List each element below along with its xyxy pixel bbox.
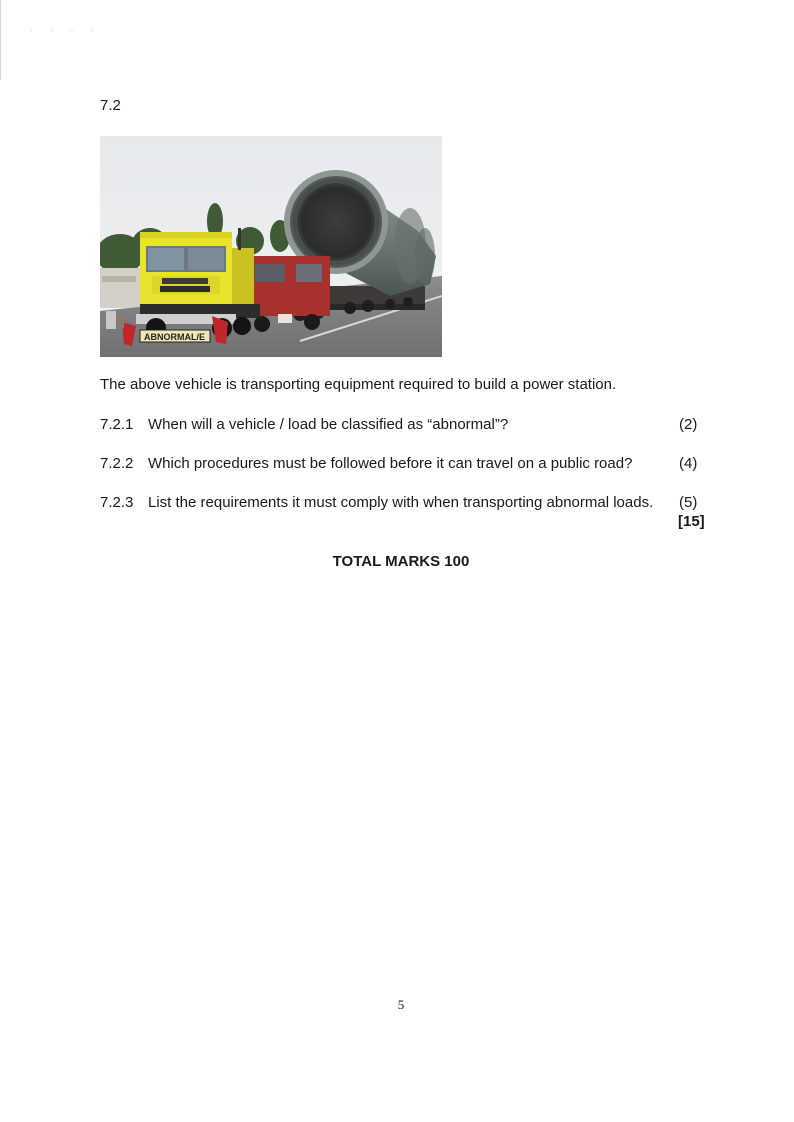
- question-text: List the requirements it must comply with when transporting abnormal loads.: [148, 494, 654, 511]
- question-7-2-3: [100, 494, 700, 514]
- abnormal-plate-text: ABNORMAL/E: [144, 332, 205, 342]
- question-marks: (2): [679, 416, 698, 433]
- scan-edge: [0, 0, 1, 80]
- section-total-marks: [15]: [678, 513, 705, 530]
- section-number: 7.2: [100, 97, 121, 114]
- abnormal-load-photo: [100, 136, 442, 357]
- question-number: 7.2.2: [100, 455, 134, 472]
- total-marks: TOTAL MARKS 100: [332, 553, 470, 570]
- question-marks: (4): [679, 455, 698, 472]
- question-text: When will a vehicle / load be classified as “abnormal”?: [148, 416, 509, 433]
- question-number: 7.2.1: [100, 416, 134, 433]
- question-number: 7.2.3: [100, 494, 134, 511]
- question-7-2-1: [100, 416, 700, 436]
- question-marks: (5): [679, 494, 698, 511]
- page-number: 5: [397, 997, 405, 1012]
- question-7-2-2: [100, 455, 700, 475]
- intro-text: The above vehicle is transporting equipment required to build a power station.: [100, 376, 617, 393]
- question-text: Which procedures must be followed before it can travel on a public road?: [148, 455, 633, 472]
- scan-artifact: . . . .: [30, 24, 102, 33]
